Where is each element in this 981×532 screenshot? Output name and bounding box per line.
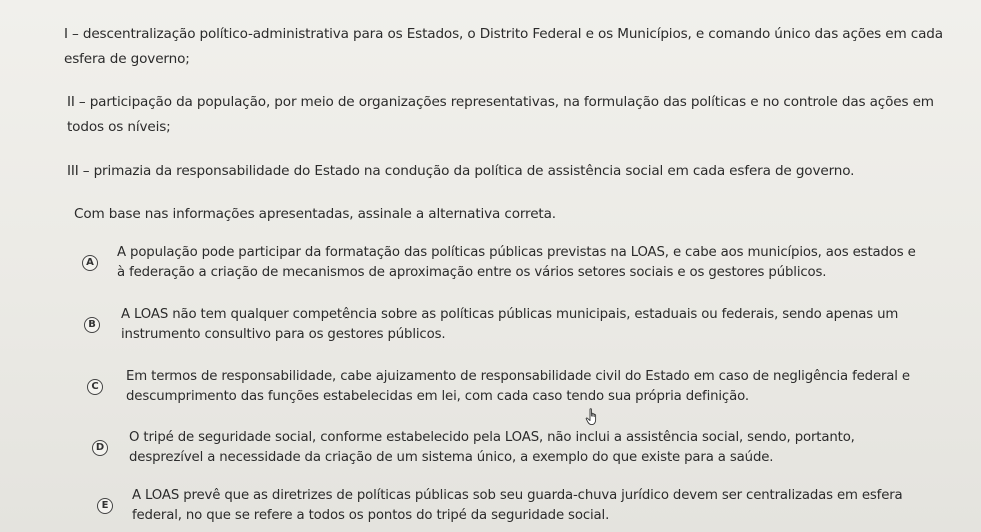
statement-i: I – descentralização político-administrativa para os Estados, o Distrito Federal e os Municípios, e comando único das ações em cada esfera de governo; bbox=[64, 26, 943, 67]
option-c-letter[interactable]: C bbox=[87, 379, 103, 395]
option-c-text: Em termos de responsabilidade, cabe ajuizamento de responsabilidade civil do Estado em caso de negligência federal e descumprimento das funções estabelecidas em lei, com cada caso tendo sua própria definição. bbox=[126, 369, 910, 404]
option-b[interactable] bbox=[84, 305, 911, 344]
option-d-letter[interactable]: D bbox=[92, 440, 108, 456]
option-d[interactable] bbox=[92, 428, 929, 467]
option-c[interactable] bbox=[87, 367, 926, 406]
statement-iii: III – primazia da responsabilidade do Estado na condução da política de assistência social em cada esfera de governo. bbox=[67, 163, 855, 179]
option-e-text: A LOAS prevê que as diretrizes de políticas públicas sob seu guarda-chuva jurídico devem ser centralizadas em esfera federal, no que se refere a todos os pontos do tripé da seguridade social. bbox=[132, 488, 903, 523]
option-d-text: O tripé de seguridade social, conforme estabelecido pela LOAS, não inclui a assistência social, sendo, portanto, desprezível a necessidade da criação de um sistema único, a exemplo do que existe para a saúde. bbox=[129, 430, 855, 465]
option-a[interactable] bbox=[82, 243, 917, 282]
question-prompt: Com base nas informações apresentadas, assinale a alternativa correta. bbox=[74, 206, 556, 222]
option-b-letter[interactable]: B bbox=[84, 317, 100, 333]
option-e-letter[interactable]: E bbox=[97, 498, 113, 514]
statement-ii: II – participação da população, por meio de organizações representativas, na formulação das políticas e no controle das ações em todos os níveis; bbox=[67, 94, 934, 135]
option-e[interactable] bbox=[97, 486, 932, 525]
option-a-text: A população pode participar da formatação das políticas públicas previstas na LOAS, e cabe aos municípios, aos estados e à federação a criação de mecanismos de aproximação entre os vários setores sociais e os gestores públicos. bbox=[117, 245, 916, 280]
hand-pointer-icon bbox=[585, 408, 599, 426]
option-b-text: A LOAS não tem qualquer competência sobre as políticas públicas municipais, estaduais ou federais, sendo apenas um instrumento consultivo para os gestores públicos. bbox=[121, 307, 899, 342]
option-a-letter[interactable]: A bbox=[82, 255, 98, 271]
